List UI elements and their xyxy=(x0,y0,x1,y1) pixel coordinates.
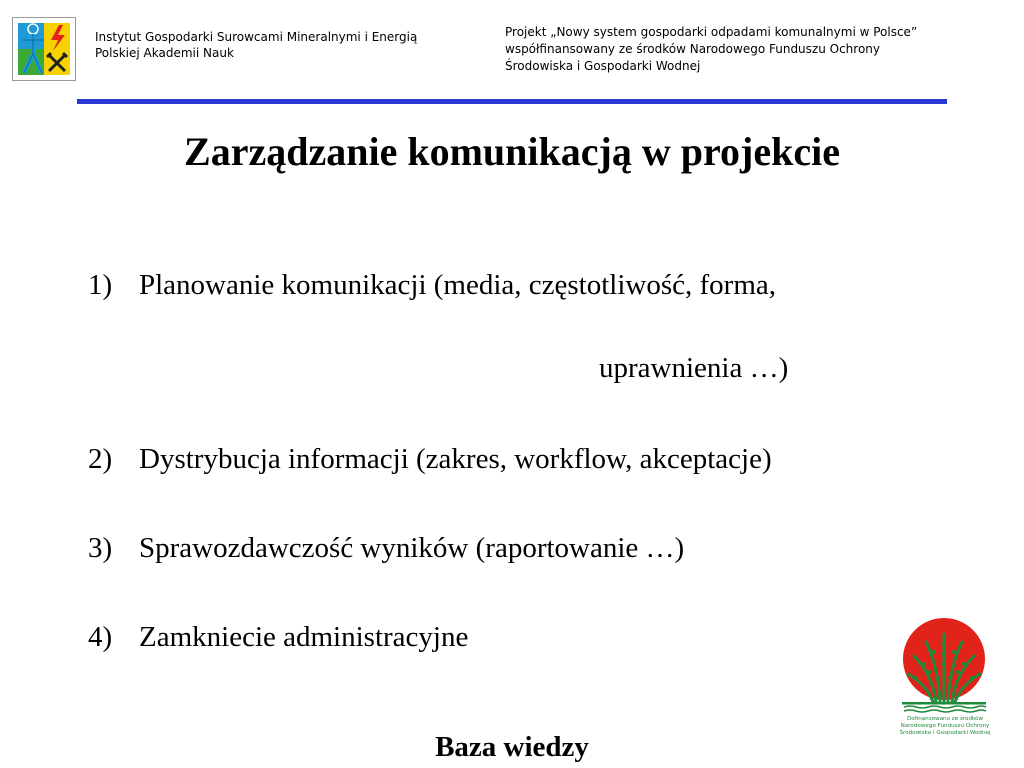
header-divider xyxy=(77,99,947,104)
project-info-line1: Projekt „Nowy system gospodarki odpadami komunalnymi w Polsce” xyxy=(505,25,918,39)
project-info-line3: Środowiska i Gospodarki Wodnej xyxy=(505,59,701,73)
igsmie-pan-logo-icon xyxy=(13,18,75,80)
list-item-number: 1) xyxy=(88,269,113,301)
list-item-number: 2) xyxy=(88,443,113,475)
list-item-number: 3) xyxy=(88,532,113,564)
list-item-text: Zamkniecie administracyjne xyxy=(139,621,469,653)
institute-name xyxy=(95,29,417,61)
institute-name-line2: Polskiej Akademii Nauk xyxy=(95,46,234,60)
list-item-text: Planowanie komunikacji (media, częstotliwość, forma, xyxy=(139,269,777,301)
list-item-text: Sprawozdawczość wyników (raportowanie …) xyxy=(139,532,685,564)
fund-logo xyxy=(900,616,990,738)
institute-name-line1: Instytut Gospodarki Surowcami Mineralnymi i Energią xyxy=(95,30,418,44)
fund-caption-line2: Narodowego Funduszu Ochrony xyxy=(900,723,990,729)
slide-title: Zarządzanie komunikacją w projekcie xyxy=(184,129,840,174)
fund-caption-line3: Środowiska i Gospodarki Wodnej xyxy=(900,730,990,736)
fund-caption-line1: Dofinansowano ze środków xyxy=(906,716,984,722)
list-item-number: 4) xyxy=(88,621,113,653)
institute-logo-icon xyxy=(12,17,76,81)
slide-footer: Baza wiedzy xyxy=(435,731,589,763)
project-info xyxy=(505,24,1005,75)
list-item-text: Dystrybucja informacji (zakres, workflow, akceptacje) xyxy=(139,443,772,475)
nfosigw-logo-icon xyxy=(900,616,990,738)
list-item-1-continuation: uprawnienia …) xyxy=(599,352,789,384)
project-info-line2: współfinansowany ze środków Narodowego Funduszu Ochrony xyxy=(505,42,880,56)
